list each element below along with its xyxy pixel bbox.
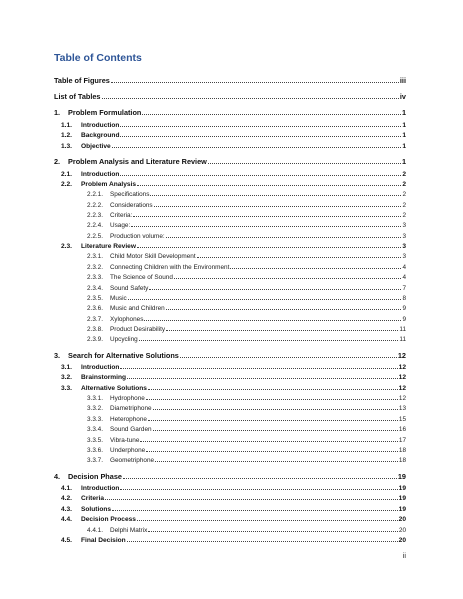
toc-entry-title: Problem Analysis and Literature Review — [68, 157, 207, 166]
toc-entry[interactable] — [0, 330, 463, 343]
toc-entry-page: 18 — [398, 457, 406, 464]
toc-entry[interactable] — [0, 489, 463, 502]
toc-entry[interactable] — [0, 206, 463, 219]
toc-entry-number: 4.1. — [61, 485, 72, 492]
toc-entry-page: 1 — [402, 143, 406, 150]
toc-entry-number: 2. — [54, 157, 61, 166]
toc-dot-leader — [102, 88, 399, 99]
toc-entry-number: 3. — [54, 351, 61, 360]
toc-entry-title: Problem Formulation — [68, 108, 142, 117]
toc-entry[interactable] — [0, 137, 463, 150]
toc-entry-page: 11 — [399, 326, 406, 333]
toc-entry-number: 2.3.5. — [87, 295, 103, 302]
toc-entry-page: 2 — [402, 191, 406, 198]
toc-dot-leader — [105, 489, 398, 500]
toc-entry-title: The Science of Sound — [110, 274, 173, 281]
toc-dot-leader — [137, 510, 398, 521]
toc-entry[interactable] — [0, 389, 463, 402]
toc-entry-page: 12 — [398, 395, 406, 402]
toc-dot-leader — [139, 330, 399, 341]
toc-entry-page: 17 — [398, 437, 406, 444]
toc-entry-number: 3.3.4. — [87, 426, 103, 433]
toc-entry-number: 3.3.2. — [87, 405, 103, 412]
toc-entry[interactable] — [0, 175, 463, 188]
toc-entry-number: 2.3.8. — [87, 326, 103, 333]
toc-entry-title: Production volume: — [110, 233, 165, 240]
toc-entry-title: Sound Garden — [110, 426, 152, 433]
toc-dot-leader — [197, 247, 402, 258]
toc-entry-page: 7 — [402, 285, 406, 292]
toc-entry[interactable] — [0, 379, 463, 392]
toc-entry[interactable] — [0, 279, 463, 292]
toc-entry-number: 4.4.1. — [87, 527, 103, 534]
toc-entry-title: Brainstorming — [81, 374, 127, 381]
toc-entry-title: Child Motor Skill Development — [110, 253, 196, 260]
toc-entry-page: 13 — [398, 405, 406, 412]
toc-entry-title: Introduction — [81, 171, 120, 178]
toc-entry-number: 4.3. — [61, 506, 72, 513]
toc-entry-title: Introduction — [81, 485, 120, 492]
toc-entry-page: 19 — [397, 472, 406, 481]
toc-entry-page: 3 — [402, 222, 406, 229]
toc-entry-page: 3 — [402, 243, 406, 250]
toc-entry-page: 16 — [398, 426, 406, 433]
toc-entry[interactable] — [0, 399, 463, 412]
toc-entry-number: 3.3.3. — [87, 416, 103, 423]
toc-entry-title: Criteria: — [110, 212, 133, 219]
toc-entry-title: Alternative Solutions — [81, 385, 147, 392]
toc-entry[interactable] — [0, 510, 463, 523]
toc-entry-title: List of Tables — [54, 92, 101, 101]
toc-entry-title: Introduction — [81, 122, 120, 129]
toc-entry[interactable] — [0, 116, 463, 129]
toc-entry-number: 4.5. — [61, 537, 72, 544]
toc-entry-number: 3.3. — [61, 385, 72, 392]
toc-entry-number: 3.3.6. — [87, 447, 103, 454]
toc-entry-title: Music and Children — [110, 305, 165, 312]
toc-entry-number: 1.3. — [61, 143, 72, 150]
toc-entry-number: 1.2. — [61, 132, 72, 139]
toc-entry-number: 2.1. — [61, 171, 72, 178]
toc-dot-leader — [120, 126, 401, 137]
toc-entry[interactable] — [0, 521, 463, 534]
toc-entry-number: 2.2.5. — [87, 233, 103, 240]
toc-entry-title: Usage: — [110, 222, 131, 229]
toc-entry[interactable] — [0, 420, 463, 433]
toc-entry-title: Upcycling — [110, 336, 138, 343]
toc-entry-title: Heterophone — [110, 416, 147, 423]
toc-entry-title: Connecting Children with the Environment — [110, 264, 230, 271]
toc-entry-number: 2.3.2. — [87, 264, 103, 271]
toc-entry-number: 4.4. — [61, 516, 72, 523]
toc-dot-leader — [155, 451, 398, 462]
toc-dot-leader — [127, 368, 398, 379]
toc-title: Table of Contents — [54, 52, 142, 64]
toc-entry-title: Problem Analysis — [81, 181, 137, 188]
toc-dot-leader — [153, 420, 398, 431]
toc-entry[interactable] — [0, 468, 463, 481]
toc-entry[interactable] — [0, 320, 463, 333]
toc-entry[interactable] — [0, 299, 463, 312]
toc-entry[interactable] — [0, 358, 463, 371]
toc-entry-number: 2.2.4. — [87, 222, 103, 229]
toc-dot-leader — [123, 468, 397, 479]
toc-entry-page: 12 — [398, 374, 406, 381]
toc-entry-title: Objective — [81, 143, 111, 150]
toc-entry-title: Considerations — [110, 202, 153, 209]
toc-entry[interactable] — [0, 500, 463, 513]
toc-entry[interactable] — [0, 431, 463, 444]
toc-entry[interactable] — [0, 185, 463, 198]
toc-entry[interactable] — [0, 479, 463, 492]
toc-entry-title: Sound Safety — [110, 285, 149, 292]
toc-entry-title: Literature Review — [81, 243, 136, 250]
toc-entry-number: 2.2.1. — [87, 191, 103, 198]
toc-entry-title: Decision Phase — [68, 472, 122, 481]
toc-entry[interactable] — [0, 153, 463, 166]
toc-entry-page: 11 — [399, 336, 406, 343]
toc-dot-leader — [131, 216, 401, 227]
toc-entry-title: Specifications — [110, 191, 150, 198]
toc-entry-number: 3.2. — [61, 374, 72, 381]
toc-entry-number: 2.3. — [61, 243, 72, 250]
toc-entry[interactable] — [0, 368, 463, 381]
toc-entry-page: 19 — [398, 495, 406, 502]
toc-entry-page: 1 — [401, 108, 406, 117]
toc-entry[interactable] — [0, 104, 463, 117]
toc-entry-number: 2.2.2. — [87, 202, 103, 209]
toc-entry-number: 2.2.3. — [87, 212, 103, 219]
toc-entry-title: Table of Figures — [54, 76, 110, 85]
toc-entry[interactable] — [0, 72, 463, 85]
toc-entry-number: 4. — [54, 472, 61, 481]
toc-entry-title: Search for Alternative Solutions — [68, 351, 179, 360]
toc-entry-number: 1. — [54, 108, 61, 117]
toc-entry[interactable] — [0, 441, 463, 454]
toc-entry-title: Introduction — [81, 364, 120, 371]
toc-entry[interactable] — [0, 165, 463, 178]
toc-entry-number: 3.3.1. — [87, 395, 103, 402]
toc-entry-page: 9 — [402, 316, 406, 323]
toc-dot-leader — [150, 185, 401, 196]
toc-entry-number: 2.3.6. — [87, 305, 103, 312]
toc-entry-title: Hydrophone — [110, 395, 145, 402]
toc-entry[interactable] — [0, 196, 463, 209]
toc-entry-page: 15 — [398, 416, 406, 423]
toc-entry-page: 2 — [402, 202, 406, 209]
toc-entry-page: 20 — [398, 516, 406, 523]
toc-entry-title: Vibra-tune — [110, 437, 140, 444]
toc-dot-leader — [208, 153, 401, 164]
toc-entry-page: 2 — [402, 181, 406, 188]
toc-entry-page: 1 — [402, 132, 406, 139]
toc-entry-title: Underphone — [110, 447, 146, 454]
toc-entry-page: 2 — [402, 171, 406, 178]
toc-entry[interactable] — [0, 410, 463, 423]
toc-entry-number: 2.3.4. — [87, 285, 103, 292]
toc-entry[interactable] — [0, 531, 463, 544]
toc-entry-title: Background — [81, 132, 120, 139]
toc-entry-number: 2.3.9. — [87, 336, 103, 343]
toc-entry-page: 12 — [398, 364, 406, 371]
toc-entry-page: 19 — [398, 485, 406, 492]
toc-entry[interactable] — [0, 347, 463, 360]
toc-dot-leader — [180, 347, 397, 358]
toc-dot-leader — [153, 399, 398, 410]
toc-entry-number: 1.1. — [61, 122, 72, 129]
toc-entry[interactable] — [0, 88, 463, 101]
toc-dot-leader — [111, 72, 399, 83]
toc-entry-page: 4 — [402, 274, 406, 281]
toc-entry-number: 2.2. — [61, 181, 72, 188]
toc-entry[interactable] — [0, 216, 463, 229]
toc-entry-title: Xylophones — [110, 316, 144, 323]
toc-entry-page: 1 — [401, 157, 406, 166]
toc-entry-number: 2.3.1. — [87, 253, 103, 260]
toc-entry-page: 2 — [402, 212, 406, 219]
toc-entry-title: Final Decision — [81, 537, 126, 544]
toc-entry-title: Criteria — [81, 495, 105, 502]
toc-entry-page: 20 — [398, 537, 406, 544]
toc-entry[interactable] — [0, 268, 463, 281]
footer-page-number: ii — [402, 553, 406, 560]
toc-entry-title: Music — [110, 295, 127, 302]
toc-entry-title: Delphi Matrix — [110, 527, 148, 534]
toc-entry-page: iii — [399, 76, 406, 85]
toc-entry-number: 3.3.7. — [87, 457, 103, 464]
toc-entry[interactable] — [0, 258, 463, 271]
toc-entry-page: 18 — [398, 447, 406, 454]
toc-dot-leader — [166, 299, 402, 310]
toc-entry[interactable] — [0, 247, 463, 260]
toc-entry[interactable] — [0, 310, 463, 323]
toc-entry[interactable] — [0, 237, 463, 250]
toc-entry-page: 4 — [402, 264, 406, 271]
toc-entry-number: 3.1. — [61, 364, 72, 371]
toc-entry-number: 3.3.5. — [87, 437, 103, 444]
toc-entry-page: 19 — [398, 506, 406, 513]
toc-dot-leader — [142, 104, 401, 115]
toc-entry-page: 9 — [402, 305, 406, 312]
toc-entry-title: Geometriphone — [110, 457, 155, 464]
toc-dot-leader — [127, 531, 398, 542]
toc-entry[interactable] — [0, 451, 463, 464]
toc-entry-number: 4.2. — [61, 495, 72, 502]
toc-entry-page: 8 — [402, 295, 406, 302]
toc-dot-leader — [174, 268, 402, 279]
toc-entry-page: 1 — [402, 122, 406, 129]
toc-entry-number: 2.3.3. — [87, 274, 103, 281]
toc-entry[interactable] — [0, 289, 463, 302]
toc-entry-title: Decision Process — [81, 516, 136, 523]
toc-entry-page: 3 — [402, 233, 406, 240]
toc-entry-title: Solutions — [81, 506, 112, 513]
toc-dot-leader — [112, 137, 402, 148]
toc-entry-page: 3 — [402, 253, 406, 260]
toc-entry-page: 12 — [398, 385, 406, 392]
toc-entry-title: Product Desirability — [110, 326, 166, 333]
toc-entry-number: 2.3.7. — [87, 316, 103, 323]
toc-entry-page: 12 — [397, 351, 406, 360]
toc-entry-title: Diametriphone — [110, 405, 152, 412]
toc-entry[interactable] — [0, 126, 463, 139]
toc-entry[interactable] — [0, 227, 463, 240]
toc-entry-page: 20 — [398, 527, 406, 534]
toc-entry-page: iv — [399, 92, 406, 101]
